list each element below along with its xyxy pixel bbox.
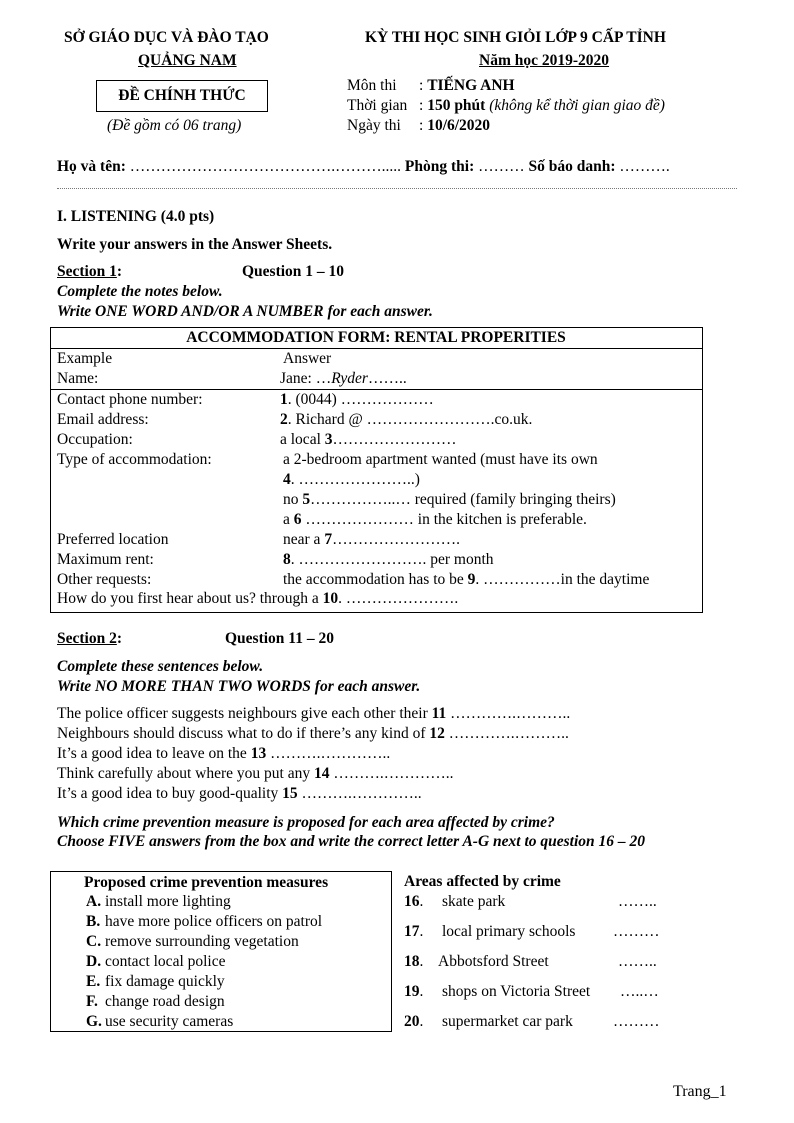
row10-num: 10 [322,590,339,607]
measure-letter: D. [86,953,102,970]
measure-text: fix damage quickly [105,973,225,990]
measure-text: change road design [105,993,225,1010]
date-colon: : [419,117,428,134]
row10-pre: How do you first hear about us? through a [57,590,323,607]
section2-instruction-4: Choose FIVE answers from the box and write the correct letter A-G next to question 16 – 20 [57,833,646,850]
time-note: (không kể thời gian giao đề) [489,97,665,114]
area-number: 18. [404,953,424,970]
measure-item [86,973,225,991]
areas-title: Areas affected by crime [404,873,561,890]
measure-letter: F. [86,993,98,1010]
answer-blank[interactable]: ……………………. [332,531,460,548]
section1-label: Section 1 [57,263,117,280]
department-name: SỞ GIÁO DỤC VÀ ĐÀO TẠO [64,29,269,46]
room-field[interactable]: ……… [478,158,525,175]
measure-text: install more lighting [105,893,231,910]
question-number: 14 [313,765,330,782]
area-number: 20. [404,1013,424,1030]
row-pre: no [283,491,303,508]
part-title: I. LISTENING (4.0 pts) [57,208,215,225]
answer-blank[interactable]: ……… [613,923,660,940]
question-number: 18 [404,953,420,970]
answer-blank[interactable]: …..… [620,983,659,1000]
answer-blank[interactable]: …………………… [332,431,457,448]
measure-letter: B. [86,913,101,930]
measure-letter: E. [86,973,101,990]
province-name: QUẢNG NAM [138,52,237,69]
subject-label: Môn thi [347,77,397,94]
page-number: Trang_1 [673,1083,727,1100]
area-text: supermarket car park [442,1013,573,1030]
name-post: …….. [367,370,407,387]
subject-line [347,77,515,95]
answer-blank[interactable]: . Richard @ …………………….co.uk. [287,411,533,428]
answer-blank[interactable]: …….. [618,953,657,970]
section1-colon: : [116,263,123,280]
section2-heading [57,630,122,648]
answer-blank[interactable]: ……… [613,1013,660,1030]
question-number: 15 [282,785,298,802]
question-number: 8 [283,551,291,568]
room-label: Phòng thi: [404,158,475,175]
id-label: Số báo danh: [528,158,616,175]
form-row-value [280,431,457,449]
form-row-label: Other requests: [57,571,152,588]
answer-blank[interactable]: ………….……….. [446,705,571,722]
section2-colon: : [116,630,123,647]
measure-item [86,1013,233,1031]
form-row-value [283,571,649,589]
answer-blank[interactable]: ……….………….. [266,745,391,762]
form-row-value [283,471,420,489]
answer-blank[interactable]: . ……………in the daytime [475,571,650,588]
time-value: 150 phút [427,97,486,114]
part-instruction: Write your answers in the Answer Sheets. [57,236,333,253]
section1-instruction-1: Complete the notes below. [57,283,223,300]
time-colon: : [419,97,428,114]
row-pre: the accommodation has to be [283,571,468,588]
sentence-text: It’s a good idea to buy good-quality [57,785,283,802]
measure-item [86,893,231,911]
answer-blank[interactable]: ………………… in the kitchen is preferable. [301,511,587,528]
form-row-value [283,531,460,549]
divider [57,188,737,189]
question-number: 9 [467,571,476,588]
official-stamp: ĐỀ CHÍNH THỨC [96,80,268,112]
question-number: 19 [404,983,420,1000]
section1-instruction-2: Write ONE WORD AND/OR A NUMBER for each answer. [57,303,433,320]
form-row-label: Preferred location [57,531,169,548]
question-number: 13 [250,745,267,762]
measure-item [86,993,225,1011]
area-number: 19. [404,983,424,1000]
sentence-item [57,745,390,763]
id-field[interactable]: ………. [619,158,670,175]
section2-questions: Question 11 – 20 [225,630,334,647]
row-pre: near a [283,531,325,548]
time-line [347,97,665,115]
exam-title: KỲ THI HỌC SINH GIỎI LỚP 9 CẤP TỈNH [365,29,666,46]
measure-item [86,953,226,971]
form-row-10 [57,590,458,608]
question-number: 11 [431,705,447,722]
measure-text: use security cameras [105,1013,234,1030]
date-value: 10/6/2020 [427,117,491,134]
school-year [479,52,609,70]
sentence-text: The police officer suggests neighbours give each other their [57,705,432,722]
area-number: 16. [404,893,424,910]
question-number: 6 [293,511,302,528]
sentence-text: Neighbours should discuss what to do if there’s any kind of [57,725,430,742]
measure-item [86,933,299,951]
subject-value: TIẾNG ANH [427,77,515,94]
answer-label: Answer [283,350,332,367]
example-label: Example [57,350,113,367]
section2-instruction-3: Which crime prevention measure is proposed for each area affected by crime? [57,814,555,831]
answer-blank[interactable]: a 2-bedroom apartment wanted (must have its own [283,451,598,468]
sentence-item [57,725,569,743]
sentence-item [57,765,453,783]
measure-item [86,913,322,931]
sentence-text: Think carefully about where you put any [57,765,314,782]
form-row-label: Email address: [57,411,149,428]
name-row-value [280,370,407,388]
form-row-value [283,451,598,469]
name-row-label: Name: [57,370,99,387]
question-number: 12 [429,725,445,742]
name-pre: Jane: … [280,370,332,387]
measures-title: Proposed crime prevention measures [84,874,329,891]
measure-letter: A. [86,893,102,910]
form-row-value [283,491,616,509]
subject-colon: : [419,77,428,94]
name-field[interactable]: ………………………………….………..... [129,158,402,175]
area-text: shops on Victoria Street [442,983,591,1000]
section2-instruction-1: Complete these sentences below. [57,658,264,675]
pages-note: (Đề gồm có 06 trang) [107,117,242,134]
sentence-text: It’s a good idea to leave on the [57,745,251,762]
question-number: 16 [404,893,420,910]
area-text: skate park [442,893,506,910]
question-number: 7 [324,531,333,548]
date-label: Ngày thi [347,117,401,134]
row-pre: a [283,511,294,528]
table-rule [50,389,702,390]
sentence-item [57,785,422,803]
answer-blank[interactable]: ……….………….. [329,765,454,782]
row-pre: a local [280,431,325,448]
question-number: 4 [283,471,291,488]
form-row-label: Contact phone number: [57,391,203,408]
form-row-value [280,391,434,409]
answer-blank[interactable]: ………….……….. [444,725,569,742]
area-text: Abbotsford Street [438,953,549,970]
row10-blank[interactable]: . …………………. [338,590,459,607]
area-text: local primary schools [442,923,576,940]
name-value: Ryder [331,370,368,387]
answer-blank[interactable]: . (0044) ……………… [287,391,434,408]
question-number: 1 [280,391,288,408]
name-label: Họ và tên: [57,158,126,175]
time-label: Thời gian [347,97,408,114]
form-row-value [283,511,587,529]
measure-letter: G. [86,1013,102,1030]
form-row-value [280,411,532,429]
section2-label: Section 2 [57,630,117,647]
section2-instruction-2: Write NO MORE THAN TWO WORDS for each answer. [57,678,421,695]
answer-blank[interactable]: . ……………………. per month [290,551,494,568]
measure-letter: C. [86,933,102,950]
question-number: 2 [280,411,288,428]
table-title: ACCOMMODATION FORM: RENTAL PROPERITIES [186,329,566,346]
form-row-label: Type of accommodation: [57,451,212,468]
sentence-item [57,705,570,723]
candidate-info [57,158,670,176]
area-number: 17. [404,923,424,940]
answer-blank[interactable]: ……………..… required (family bringing theirs) [310,491,616,508]
date-line [347,117,490,135]
question-number: 3 [324,431,333,448]
section1-questions: Question 1 – 10 [242,263,345,280]
section1-heading [57,263,122,281]
form-row-label: Maximum rent: [57,551,154,568]
measure-text: contact local police [105,953,226,970]
answer-blank[interactable]: …….. [618,893,657,910]
form-row-label: Occupation: [57,431,133,448]
answer-blank[interactable]: ……….………….. [297,785,422,802]
form-row-value [283,551,494,569]
measure-text: have more police officers on patrol [105,913,323,930]
question-number: 20 [404,1013,420,1030]
answer-blank[interactable]: . …………………..) [290,471,420,488]
question-number: 17 [404,923,420,940]
question-number: 5 [302,491,311,508]
school-year-text: Năm học 2019-2020 [479,52,610,69]
table-rule [50,348,702,349]
measure-text: remove surrounding vegetation [105,933,299,950]
